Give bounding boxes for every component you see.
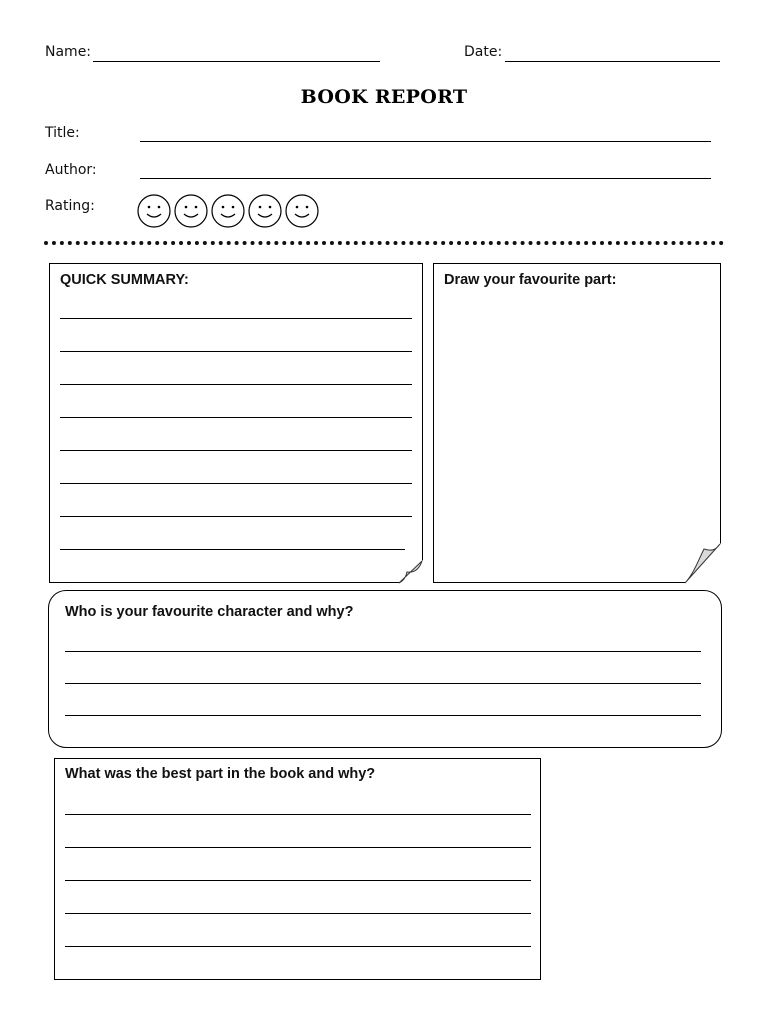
date-label: Date: <box>464 44 503 60</box>
favourite-character-box <box>48 590 722 748</box>
name-field[interactable] <box>93 61 380 62</box>
dotted-divider <box>44 241 724 245</box>
writing-line[interactable] <box>65 814 531 815</box>
writing-line[interactable] <box>65 880 531 881</box>
writing-line[interactable] <box>65 847 531 848</box>
writing-line[interactable] <box>60 483 412 484</box>
smiley-face-icon[interactable] <box>248 194 282 228</box>
page-title: BOOK REPORT <box>300 86 468 108</box>
title-field[interactable] <box>140 141 711 142</box>
author-field[interactable] <box>140 178 711 179</box>
quick-summary-box <box>49 263 423 583</box>
smiley-face-icon[interactable] <box>211 194 245 228</box>
best-part-heading: What was the best part in the book and why? <box>65 766 376 782</box>
writing-line[interactable] <box>65 683 701 684</box>
writing-line[interactable] <box>60 351 412 352</box>
writing-line[interactable] <box>65 651 701 652</box>
writing-line[interactable] <box>60 549 405 550</box>
name-label: Name: <box>45 44 92 60</box>
writing-line[interactable] <box>60 516 412 517</box>
smiley-face-icon[interactable] <box>137 194 171 228</box>
writing-line[interactable] <box>65 715 701 716</box>
quick-summary-heading: QUICK SUMMARY: <box>60 272 189 288</box>
writing-line[interactable] <box>60 450 412 451</box>
writing-line[interactable] <box>60 417 412 418</box>
best-part-box <box>54 758 541 980</box>
writing-line[interactable] <box>60 318 412 319</box>
page-curl-icon <box>398 560 424 584</box>
writing-line[interactable] <box>60 384 412 385</box>
favourite-character-heading: Who is your favourite character and why? <box>65 604 354 620</box>
writing-line[interactable] <box>65 946 531 947</box>
title-label: Title: <box>45 125 80 141</box>
writing-line[interactable] <box>65 913 531 914</box>
smiley-face-icon[interactable] <box>285 194 319 228</box>
smiley-face-icon[interactable] <box>174 194 208 228</box>
drawing-heading: Draw your favourite part: <box>444 272 617 288</box>
drawing-box[interactable] <box>433 263 721 583</box>
page-curl-icon <box>684 543 722 584</box>
date-field[interactable] <box>505 61 720 62</box>
author-label: Author: <box>45 162 97 178</box>
rating-label: Rating: <box>45 198 95 214</box>
